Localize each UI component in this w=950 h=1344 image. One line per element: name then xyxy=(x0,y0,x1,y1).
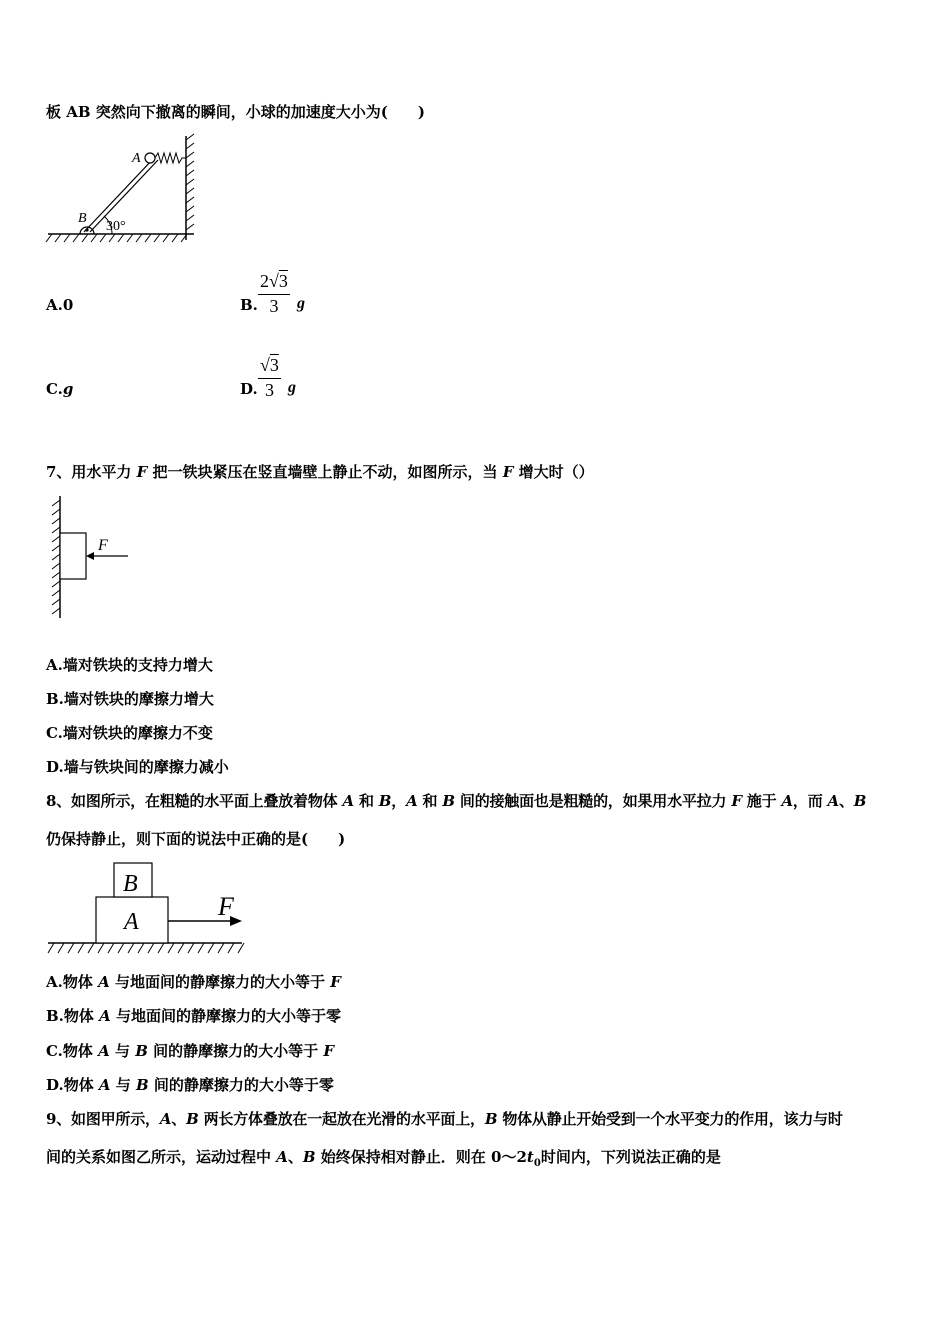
q6-stem: 板 AB 突然向下撤离的瞬间，小球的加速度大小为( ) xyxy=(46,103,425,121)
q8-label-f: F xyxy=(218,892,234,921)
q6-option-d-fraction: $\frac{√3}{3}$ xyxy=(260,355,279,400)
q7-option-d[interactable]: D.墙与铁块间的摩擦力减小 xyxy=(46,758,229,776)
q6-option-c[interactable] xyxy=(46,379,73,399)
q8-stem-line2: 仍保持静止，则下面的说法中正确的是( ) xyxy=(46,830,346,848)
q7-option-a[interactable]: A.墙对铁块的支持力增大 xyxy=(46,656,213,674)
q6-option-a[interactable] xyxy=(46,295,73,315)
q6-option-c-value: g xyxy=(62,380,74,398)
q7-figure-wall-block xyxy=(46,494,136,624)
q8-stem-line1: 8、如图所示，在粗糙的水平面上叠放着物体 A 和 B，A 和 B 间的接触面也是粗糙的，如果用水平拉力 F 施于 A，而 A、B xyxy=(46,792,867,810)
q7-option-c[interactable]: C.墙对铁块的摩擦力不变 xyxy=(46,724,213,742)
q6-option-d-unit: g xyxy=(288,379,296,396)
q8-label-b: B xyxy=(123,871,138,897)
q6-figure-incline-spring xyxy=(46,132,206,247)
q8-option-c[interactable]: C.物体 A 与 B 间的静摩擦力的大小等于 F xyxy=(46,1042,335,1060)
q6-label-a: A xyxy=(132,151,141,166)
q7-option-b[interactable]: B.墙对铁块的摩擦力增大 xyxy=(46,690,214,708)
q6-option-a-label: A. xyxy=(46,296,63,314)
q6-option-a-value: 0 xyxy=(62,296,74,314)
q6-option-b[interactable] xyxy=(240,295,258,315)
q8-figure-stacked-blocks xyxy=(46,860,246,964)
q7-label-f: F xyxy=(98,537,108,554)
sqrt-symbol: √ xyxy=(260,355,270,375)
q6-label-b: B xyxy=(78,211,87,226)
q8-option-d[interactable]: D.物体 A 与 B 间的静摩擦力的大小等于零 xyxy=(46,1076,334,1094)
q8-label-a: A xyxy=(124,909,139,935)
q8-option-a[interactable]: A.物体 A 与地面间的静摩擦力的大小等于 F xyxy=(46,973,341,991)
q6-option-c-label: C. xyxy=(46,380,63,398)
q6-option-b-fraction: $\frac{2√3}{3}$ xyxy=(260,271,288,316)
q6-option-b-unit: g xyxy=(297,295,305,312)
q9-stem-line2: 间的关系如图乙所示，运动过程中 A、B 始终保持相对静止．则在 $0\sim 2t_0$时间内，下列说法正确的是 xyxy=(46,1148,721,1169)
sqrt-symbol: √ xyxy=(269,271,279,291)
q6-option-d-label: D. xyxy=(240,380,258,398)
q7-stem: 7、用水平力 F 把一铁块紧压在竖直墙壁上静止不动，如图所示，当 F 增大时（） xyxy=(46,463,594,481)
q9-stem-line1: 9、如图甲所示，A、B 两长方体叠放在一起放在光滑的水平面上，B 物体从静止开始受到一个水平变力的作用，该力与时 xyxy=(46,1110,843,1128)
q8-option-b[interactable]: B.物体 A 与地面间的静摩擦力的大小等于零 xyxy=(46,1007,341,1025)
q6-angle-label: 30° xyxy=(106,219,126,234)
q6-option-b-label: B. xyxy=(240,296,258,314)
q6-option-d[interactable] xyxy=(240,379,258,399)
